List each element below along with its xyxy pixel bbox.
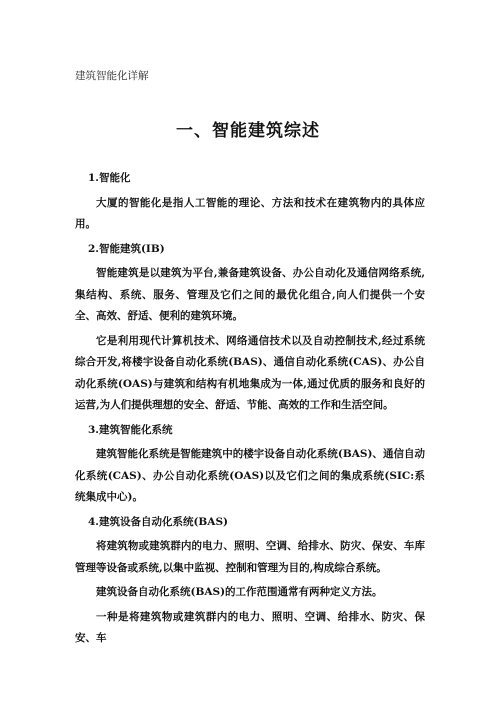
section-heading-bas: 4.建筑设备自动化系统(BAS) xyxy=(88,515,229,528)
document-body xyxy=(75,168,425,653)
page-title: 一、智能建筑综述 xyxy=(176,121,320,141)
paragraph-bas-definition: 将建筑物或建筑群内的电力、照明、空调、给排水、防灾、保安、车库管理等设备或系统,以集中监视、控制和管理为目的,构成综合系统。 xyxy=(75,540,425,574)
section-heading-intelligent-building: 2.智能建筑(IB) xyxy=(88,242,165,255)
document-header-note: 建筑智能化详解 xyxy=(75,70,149,82)
paragraph-building-intelligence-system: 建筑智能化系统是智能建筑中的楼宇设备自动化系统(BAS)、通信自动化系统(CAS)、办公自动化系统(OAS)以及它们之间的集成系统(SIC:系统集成中心)。 xyxy=(75,448,425,503)
paragraph-intelligence-definition: 大厦的智能化是指人工智能的理论、方法和技术在建筑物内的具体应用。 xyxy=(75,196,425,230)
section-heading-building-intelligence-system: 3.建筑智能化系统 xyxy=(88,423,173,436)
paragraph-intelligent-building-technology: 它是利用现代计算机技术、网络通信技术以及自动控制技术,经过系统综合开发,将楼宇设备自动化系统(BAS)、通信自动化系统(CAS)、办公自动化系统(OAS)与建筑和结构有机地集成为一体,通过优质的服务和良好的运营,为人们提供理想的安全、舒适、节能、高效的工作和生活空间。 xyxy=(75,334,425,411)
paragraph-bas-scope: 建筑设备自动化系统(BAS)的工作范围通常有两种定义方法。 xyxy=(96,586,383,598)
paragraph-bas-first-definition: 一种是将建筑物或建筑群内的电力、照明、空调、给排水、防灾、保安、车 xyxy=(75,610,425,644)
section-heading-intelligence: 1.智能化 xyxy=(88,172,131,184)
paragraph-intelligent-building-definition: 智能建筑是以建筑为平台,兼备建筑设备、办公自动化及通信网络系统,集结构、系统、服务、管理及它们之间的最优化组合,向人们提供一个安全、高效、舒适、便利的建筑环境。 xyxy=(75,267,425,322)
